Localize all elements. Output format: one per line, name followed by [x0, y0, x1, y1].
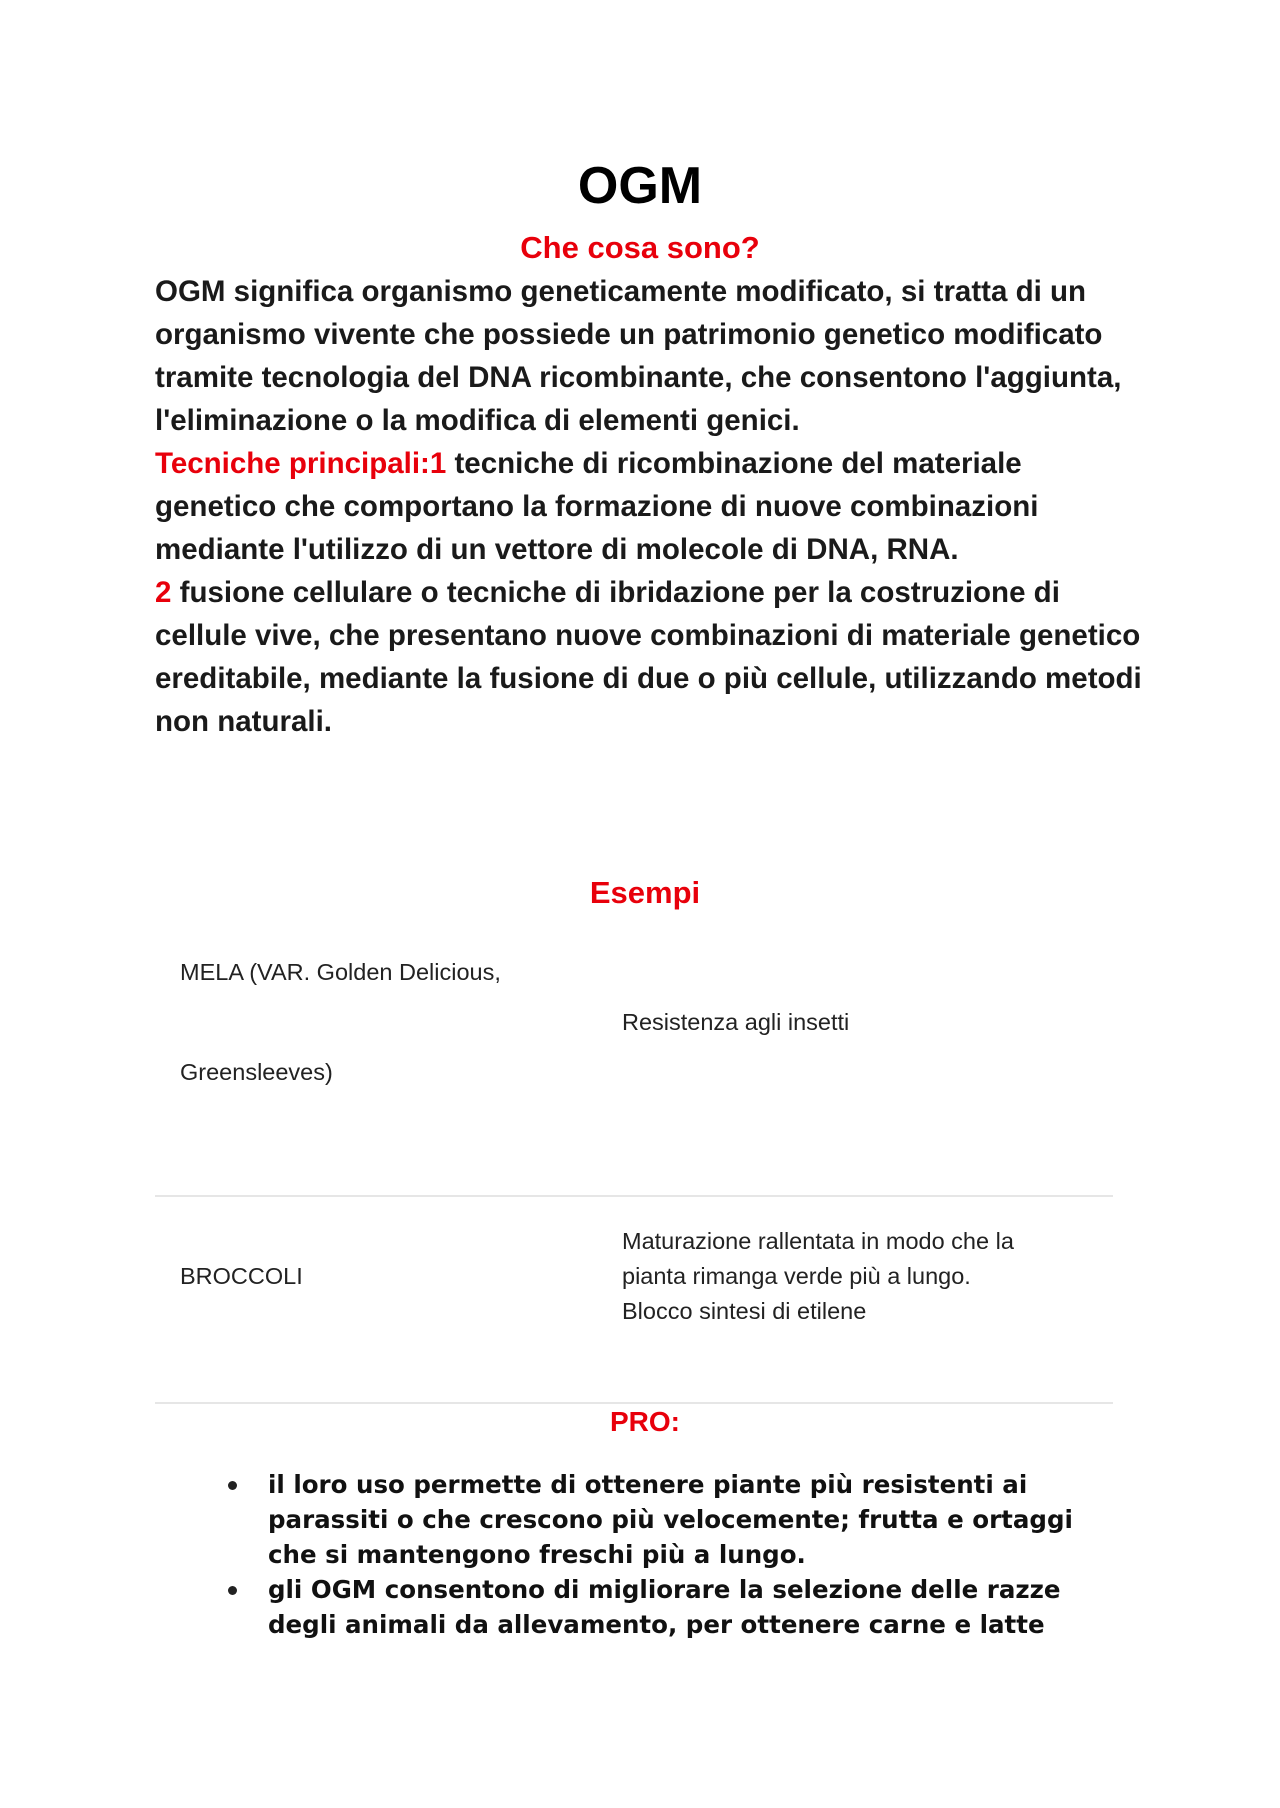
technique-2-number: 2	[155, 576, 172, 609]
table-cell-trait: Resistenza agli insetti	[622, 1009, 850, 1035]
table-cell-product: BROCCOLI	[180, 1263, 303, 1289]
table-cell-trait-line1: Maturazione rallentata in modo che la	[622, 1228, 1014, 1254]
table-cell-product-line1: MELA (VAR. Golden Delicious,	[180, 959, 501, 985]
techniques-paragraph-1	[155, 442, 1145, 571]
intro-body	[155, 270, 1145, 743]
examples-table	[155, 955, 1113, 1404]
pro-list	[228, 1467, 1108, 1642]
intro-paragraph: OGM significa organismo geneticamente modificato, si tratta di un organismo vivente che possiede un patrimonio genetico modificato tramite tecnologia del DNA ricombinante, che consentono l'aggiunta, l'eliminazione o la modifica di elementi genici.	[155, 275, 1122, 437]
table-cell-trait-line2: pianta rimanga verde più a lungo.	[622, 1263, 971, 1289]
table-row	[155, 955, 1113, 1197]
list-item-line: parassiti o che crescono più velocemente; frutta e ortaggi	[268, 1505, 1073, 1534]
pro-heading: PRO:	[610, 1406, 680, 1437]
techniques-label: Tecniche principali:1	[155, 447, 447, 480]
technique-1-text: tecniche di ricombinazione del materiale genetico che comportano la formazione di nuove combinazioni mediante l'utilizzo di un vettore di molecole di DNA, RNA.	[155, 447, 1039, 566]
table-cell-product-line2: Greensleeves)	[180, 1059, 333, 1085]
technique-2-text: fusione cellulare o tecniche di ibridazione per la costruzione di cellule vive, che presentano nuove combinazioni di materiale genetico ereditabile, mediante la fusione di due o più cellule, utilizzando metodi non naturali.	[155, 576, 1142, 738]
bullet-icon	[228, 1586, 237, 1595]
list-item-line: il loro uso permette di ottenere piante più resistenti ai	[268, 1470, 1028, 1499]
table-cell-trait-line3: Blocco sintesi di etilene	[622, 1298, 867, 1324]
section-heading-what-are-they: Che cosa sono?	[520, 230, 760, 265]
page-title: OGM	[577, 157, 703, 215]
examples-heading: Esempi	[589, 875, 701, 910]
list-item-line: che si mantengono freschi più a lungo.	[268, 1540, 806, 1569]
list-item-line: degli animali da allevamento, per ottenere carne e latte	[268, 1610, 1045, 1639]
table-row	[155, 1197, 1113, 1404]
list-item	[228, 1572, 1108, 1642]
bullet-icon	[228, 1481, 237, 1490]
list-item	[228, 1467, 1108, 1572]
list-item-line: gli OGM consentono di migliorare la selezione delle razze	[268, 1575, 1061, 1604]
techniques-paragraph-2	[155, 571, 1145, 743]
